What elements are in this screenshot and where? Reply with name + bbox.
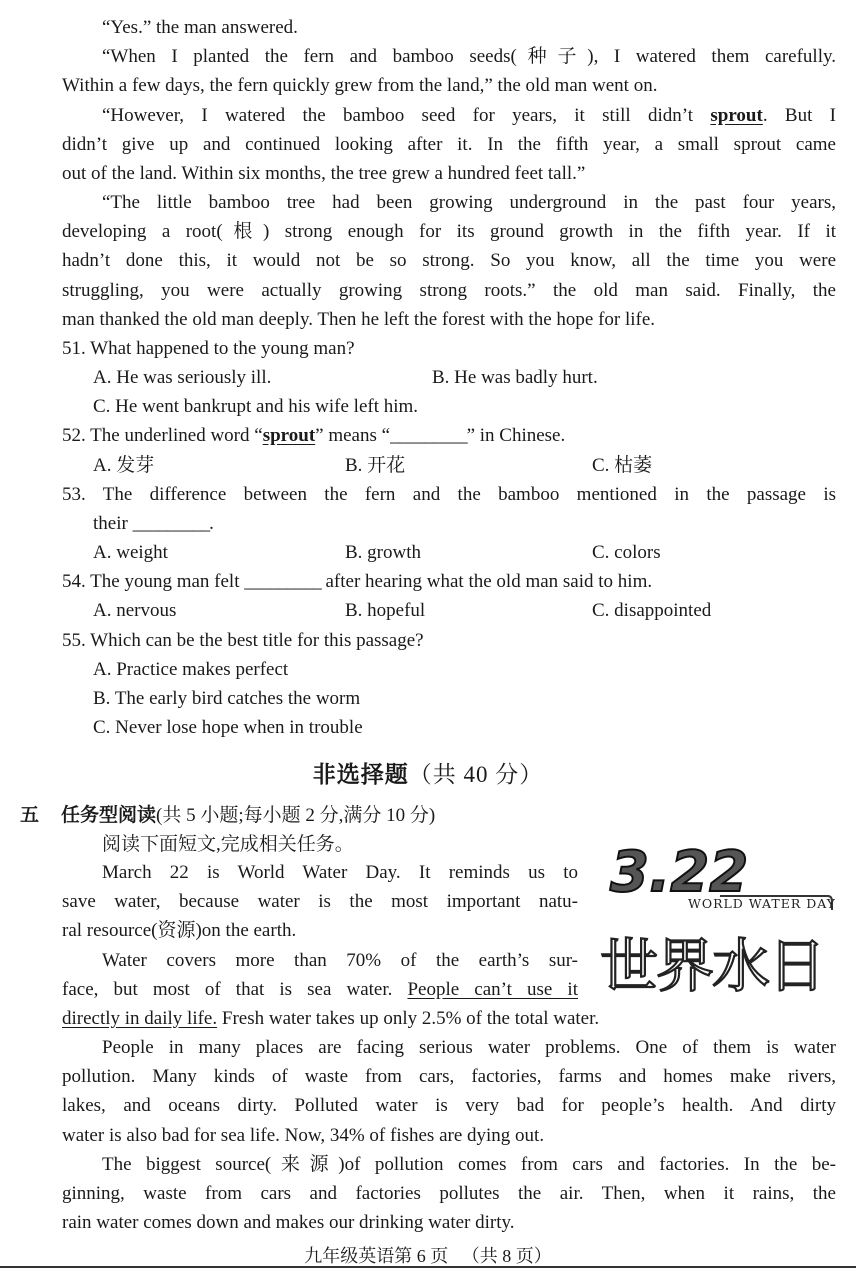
- paragraph-line: [102, 13, 298, 42]
- question-stem: [93, 509, 214, 538]
- option-c: C. colors: [592, 542, 661, 564]
- question-number: 53.: [62, 483, 103, 505]
- option-row: [0, 451, 856, 480]
- text-run: ral resource(资源)on the earth.: [62, 920, 297, 942]
- logo-date: 3.22: [610, 840, 749, 905]
- paragraph-line: [62, 1179, 836, 1208]
- logo-chinese: 世界水日: [600, 932, 825, 1000]
- option-a: A. nervous: [93, 600, 177, 622]
- text-run: rain water comes down and makes our drinking water dirty.: [62, 1212, 515, 1234]
- paragraph-line: [62, 1004, 599, 1033]
- text-run: struggling, you were actually growing strong roots.” the old man said. Finally, the: [62, 279, 836, 301]
- text-run: pollution. Many kinds of waste from cars, factories, farms and homes make rivers,: [62, 1066, 836, 1088]
- text-run: Which can be the best title for this passage?: [90, 629, 424, 651]
- text-run: out of the land. Within six months, the tree grew a hundred feet tall.”: [62, 162, 586, 184]
- text-run: What happened to the young man?: [90, 337, 355, 359]
- paragraph-line: [102, 1033, 836, 1062]
- section-title: 任务型阅读: [61, 804, 157, 826]
- paragraph-line: [62, 71, 657, 100]
- paragraph-line: [62, 305, 655, 334]
- option-a: A. 发芽: [93, 454, 155, 476]
- option-b: B. 开花: [345, 454, 406, 476]
- section-header: [20, 801, 435, 830]
- text-run: Within a few days, the fern quickly grew from the land,” the old man went on.: [62, 75, 658, 97]
- text-run: face, but most of that is sea water.: [62, 978, 408, 1000]
- question-stem: [62, 334, 355, 363]
- text-run: Water covers more than 70% of the earth’s sur-: [102, 949, 578, 971]
- page-footer: [0, 1242, 856, 1268]
- paragraph-line: [62, 1208, 515, 1237]
- option-row: [0, 655, 856, 684]
- paragraph-line: [102, 101, 836, 130]
- paragraph-line: [62, 1121, 544, 1150]
- paragraph-line: [62, 887, 578, 916]
- bottom-rule: [0, 1266, 856, 1268]
- option-row: [0, 538, 856, 567]
- paragraph-line: [62, 975, 578, 1004]
- text-run: . But I: [762, 104, 836, 126]
- question-number: 55.: [62, 629, 91, 651]
- paragraph-line: [62, 1091, 836, 1120]
- text-run: Fresh water takes up only 2.5% of the total water.: [217, 1007, 600, 1029]
- logo-english: WORLD WATER DAY: [688, 896, 837, 911]
- question-number: 54.: [62, 571, 91, 593]
- text-run: ginning, waste from cars and factories pollutes the air. Then, when it rains, the: [62, 1182, 836, 1204]
- question-stem: [62, 421, 565, 450]
- option-b: B. hopeful: [345, 600, 426, 622]
- option-a: A. weight: [93, 542, 168, 564]
- text-run: after hearing what the old man said to him.: [320, 571, 653, 593]
- text-run: The difference between the fern and the bamboo mentioned in the passage is: [102, 483, 836, 505]
- text-run: The underlined word “: [90, 425, 263, 447]
- option-b: B. growth: [345, 542, 421, 564]
- text-run: March 22 is World Water Day. It reminds us to: [102, 862, 578, 883]
- page-total: （共 8 页）: [461, 1246, 552, 1266]
- option-c: C. Never lose hope when in trouble: [93, 717, 363, 739]
- text-run: “Yes.” the man answered.: [102, 17, 298, 38]
- paragraph-line: [102, 188, 836, 217]
- part-score: （共 40 分）: [408, 762, 544, 787]
- text-run: developing a root(根) strong enough for its ground growth in the fifth year. If it: [62, 221, 836, 243]
- option-row: [0, 363, 856, 392]
- question-number: 52.: [62, 425, 91, 447]
- paragraph-line: [102, 42, 836, 71]
- option-row: [0, 596, 856, 625]
- text-run: lakes, and oceans dirty. Polluted water is very bad for people’s health. And dirty: [62, 1095, 836, 1117]
- text-run: People in many places are facing serious water problems. One of them is water: [102, 1037, 836, 1059]
- text-run: The biggest source(来源)of pollution comes from cars and factories. In the be-: [102, 1153, 836, 1175]
- paragraph-line: [62, 916, 296, 945]
- text-run: man thanked the old man deeply. Then he left the forest with the hope for life.: [62, 308, 656, 330]
- underlined-sentence: People can’t use it: [407, 978, 578, 1000]
- section-instruction: 阅读下面短文,完成相关任务。: [102, 834, 354, 855]
- section-number: 五: [20, 804, 40, 826]
- question-stem: [62, 626, 424, 655]
- text-run: “When I planted the fern and bamboo seeds(种子), I watered them carefully.: [102, 46, 836, 68]
- paragraph-line: [102, 858, 578, 887]
- paragraph-line: [62, 130, 836, 159]
- question-stem: [62, 480, 836, 509]
- underlined-word: sprout: [710, 104, 763, 126]
- text-run: their: [93, 512, 133, 534]
- option-row: [0, 713, 856, 742]
- option-a: A. Practice makes perfect: [93, 658, 289, 680]
- question-number: 51.: [62, 337, 91, 359]
- answer-blank: _________: [244, 571, 321, 593]
- option-row: [0, 392, 856, 421]
- underlined-word: sprout: [262, 425, 316, 447]
- text-run: “The little bamboo tree had been growing underground in the past four years,: [102, 192, 836, 214]
- text-run: .: [209, 512, 214, 534]
- section-scoring: (共 5 小题;每小题 2 分,满分 10 分): [156, 805, 436, 826]
- answer-blank: _________: [132, 512, 210, 534]
- option-b: B. He was badly hurt.: [432, 367, 598, 389]
- text-run: hadn’t done this, it would not be so strong. So you know, all the time you were: [62, 250, 836, 272]
- text-run: ” in Chinese.: [466, 425, 566, 447]
- option-row: [0, 684, 856, 713]
- underlined-sentence: directly in daily life.: [62, 1007, 218, 1029]
- answer-blank: _________: [390, 425, 467, 447]
- text-run: water is also bad for sea life. Now, 34% of fishes are dying out.: [62, 1124, 545, 1146]
- text-run: ” means “: [315, 425, 391, 447]
- paragraph-line: [102, 946, 578, 975]
- question-stem: [62, 567, 652, 596]
- option-c: C. He went bankrupt and his wife left him.: [93, 396, 419, 418]
- world-water-day-logo: [596, 836, 838, 1004]
- option-c: C. 枯萎: [592, 454, 653, 476]
- part-title: 非选择题: [312, 762, 409, 788]
- text-run: didn’t give up and continued looking after it. In the fifth year, a small sprout came: [62, 133, 836, 155]
- text-run: save water, because water is the most important natu-: [62, 891, 578, 913]
- paragraph-line: [62, 276, 836, 305]
- part-heading: [0, 756, 856, 789]
- option-c: C. disappointed: [592, 600, 712, 622]
- option-b: B. The early bird catches the worm: [93, 687, 361, 709]
- page-number: 九年级英语第 6 页: [304, 1246, 449, 1266]
- paragraph-line: [62, 217, 836, 246]
- paragraph-line: [62, 159, 585, 188]
- text-run: “However, I watered the bamboo seed for years, it still didn’t: [102, 104, 711, 126]
- text-run: The young man felt: [90, 571, 245, 593]
- paragraph-line: [102, 1150, 836, 1179]
- paragraph-line: [62, 1062, 836, 1091]
- option-a: A. He was seriously ill.: [93, 367, 272, 389]
- paragraph-line: [62, 246, 836, 275]
